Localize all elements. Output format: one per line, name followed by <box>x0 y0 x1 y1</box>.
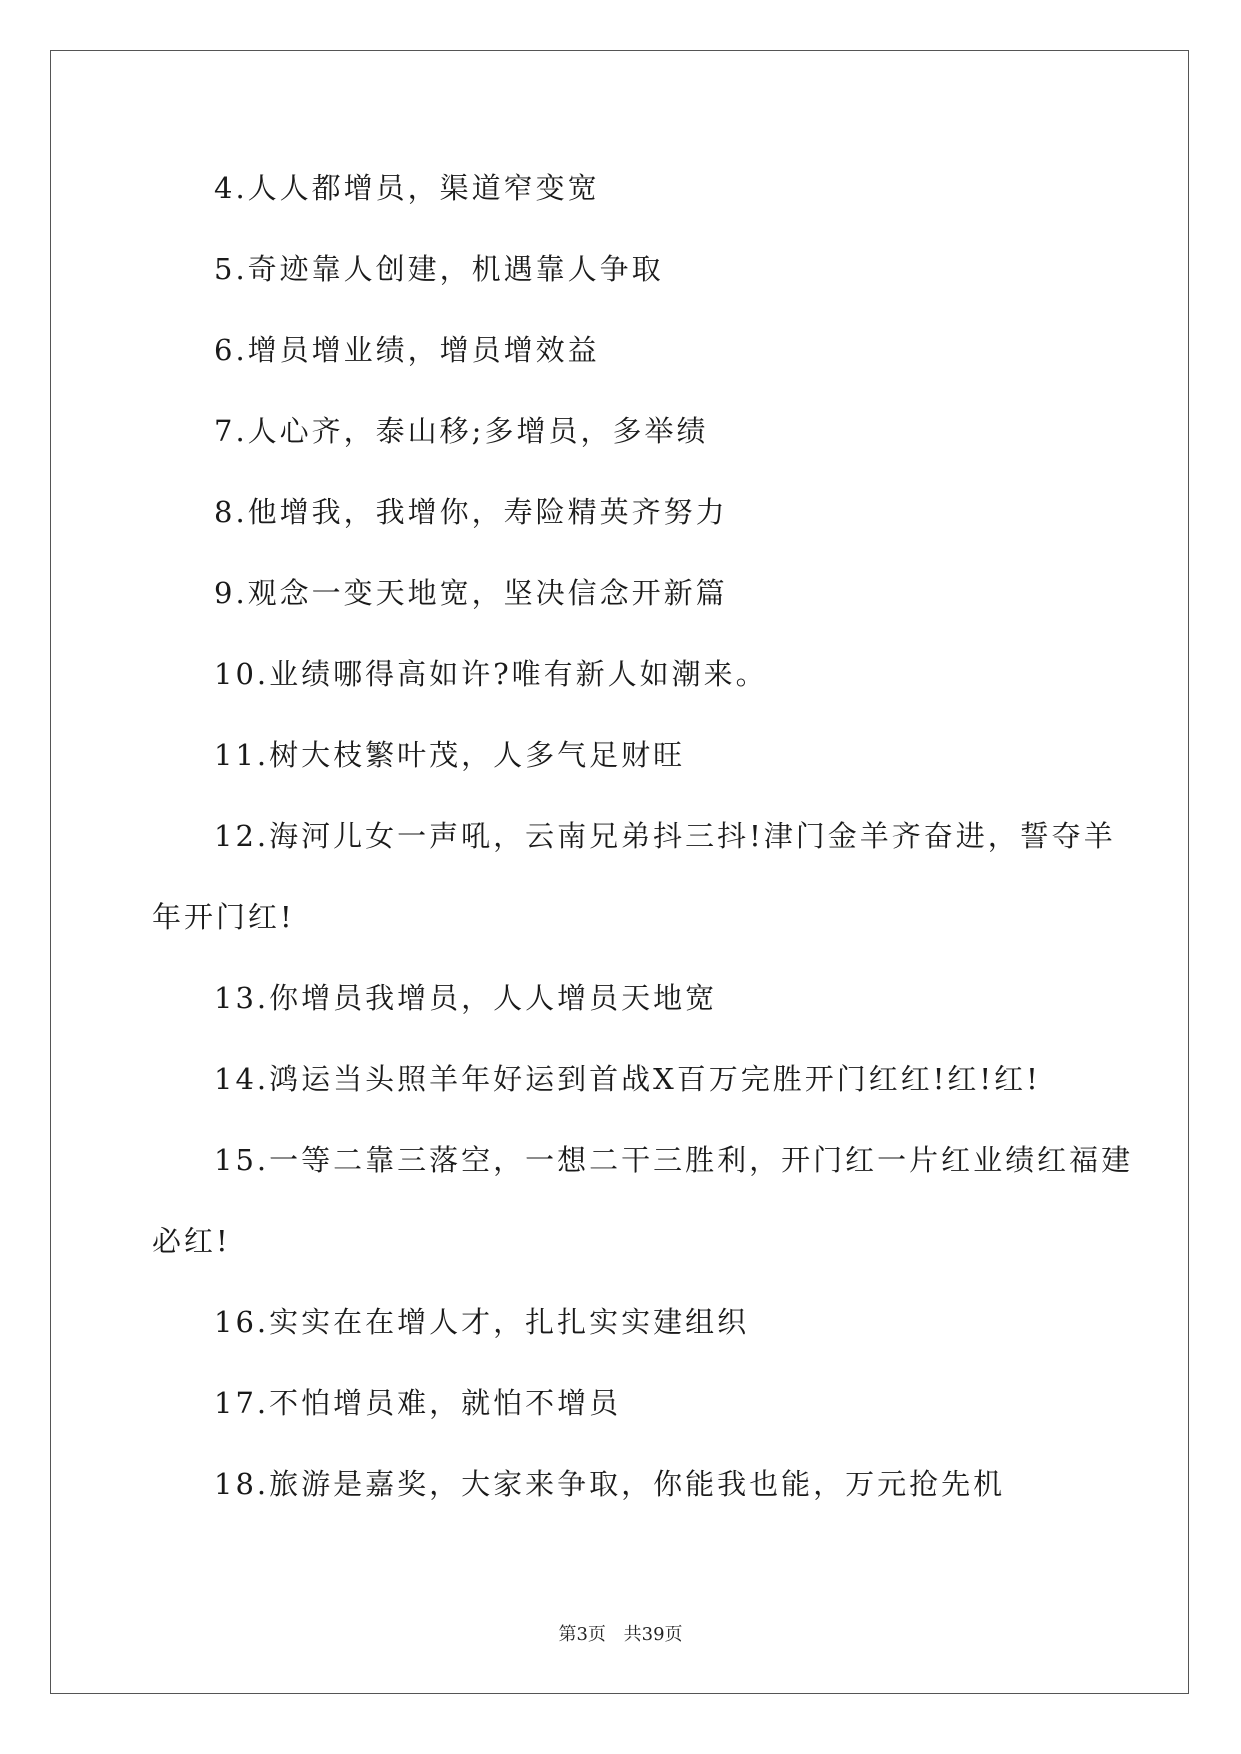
list-item: 8.他增我，我增你，寿险精英齐努力 <box>214 495 728 529</box>
list-item: 11.树大枝繁叶茂，人多气足财旺 <box>214 738 686 772</box>
list-item: 9.观念一变天地宽，坚决信念开新篇 <box>214 576 728 610</box>
list-item: 16.实实在在增人才，扎扎实实建组织 <box>214 1305 750 1339</box>
list-item: 12.海河儿女一声吼，云南兄弟抖三抖!津门金羊齐奋进，誓夺羊 <box>214 819 1116 853</box>
list-item: 17.不怕增员难，就怕不增员 <box>214 1386 622 1420</box>
list-item: 10.业绩哪得高如许?唯有新人如潮来。 <box>214 657 768 691</box>
page-total: 共39页 <box>623 1624 683 1645</box>
list-item: 14.鸿运当头照羊年好运到首战X百万完胜开门红红!红!红! <box>214 1062 1041 1096</box>
document-body <box>152 168 1134 1545</box>
page-footer <box>0 1620 1241 1646</box>
list-item-continuation: 年开门红! <box>152 900 295 934</box>
list-item: 6.增员增业绩，增员增效益 <box>214 333 600 367</box>
list-item: 15.一等二靠三落空，一想二干三胜利，开门红一片红业绩红福建 <box>214 1143 1134 1177</box>
list-item: 4.人人都增员，渠道窄变宽 <box>214 171 600 205</box>
list-item-continuation: 必红! <box>152 1224 231 1258</box>
list-item: 7.人心齐，泰山移;多增员，多举绩 <box>214 414 709 448</box>
list-item: 5.奇迹靠人创建，机遇靠人争取 <box>214 252 664 286</box>
list-item: 13.你增员我增员，人人增员天地宽 <box>214 981 718 1015</box>
page-number: 第3页 <box>558 1624 606 1645</box>
list-item: 18.旅游是嘉奖，大家来争取，你能我也能，万元抢先机 <box>214 1467 1006 1501</box>
